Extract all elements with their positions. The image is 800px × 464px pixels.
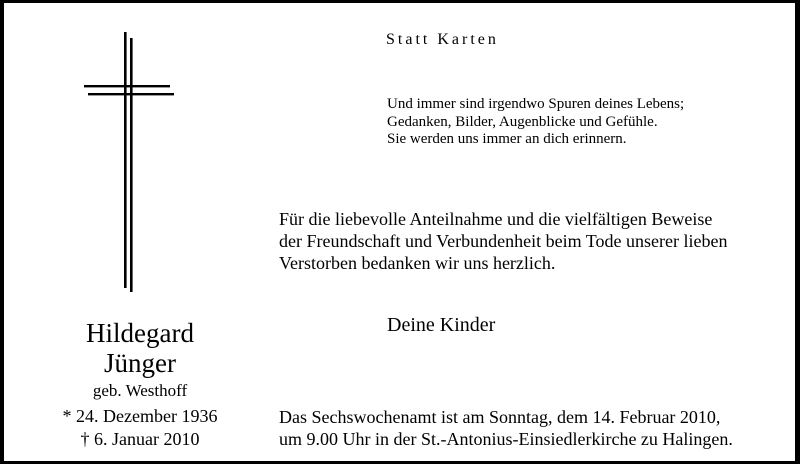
thanks-text [279, 208, 727, 274]
death-date: † 6. Januar 2010 [80, 429, 200, 449]
cross-icon [82, 30, 178, 292]
deceased-first-name: Hildegard [86, 318, 194, 348]
thanks-line: der Freundschaft und Verbundenheit beim Tode unserer lieben [279, 231, 728, 251]
service-line: Das Sechswochenamt ist am Sonntag, dem 14. Februar 2010, [279, 407, 721, 427]
notice-heading: Statt Karten [386, 31, 499, 48]
deceased-maiden-name: geb. Westhoff [92, 381, 188, 400]
thanks-line: Für die liebevolle Anteilnahme und die vielfältigen Beweise [279, 209, 713, 229]
birth-date: * 24. Dezember 1936 [62, 406, 218, 426]
poem-block [387, 96, 684, 149]
poem-line: Und immer sind irgendwo Spuren deines Lebens; [387, 96, 685, 112]
signature: Deine Kinder [387, 314, 496, 336]
poem-line: Gedanken, Bilder, Augenblicke und Gefühle. [387, 113, 658, 130]
poem-line: Sie werden uns immer an dich erinnern. [387, 131, 627, 147]
service-line: um 9.00 Uhr in der St.-Antonius-Einsiedlerkirche zu Halingen. [279, 429, 733, 449]
thanks-line: Verstorben bedanken wir uns herzlich. [279, 253, 556, 273]
deceased-name-block [40, 318, 240, 402]
deceased-last-name: Jünger [104, 348, 176, 378]
life-dates [40, 405, 240, 451]
memorial-service-text [279, 406, 733, 450]
